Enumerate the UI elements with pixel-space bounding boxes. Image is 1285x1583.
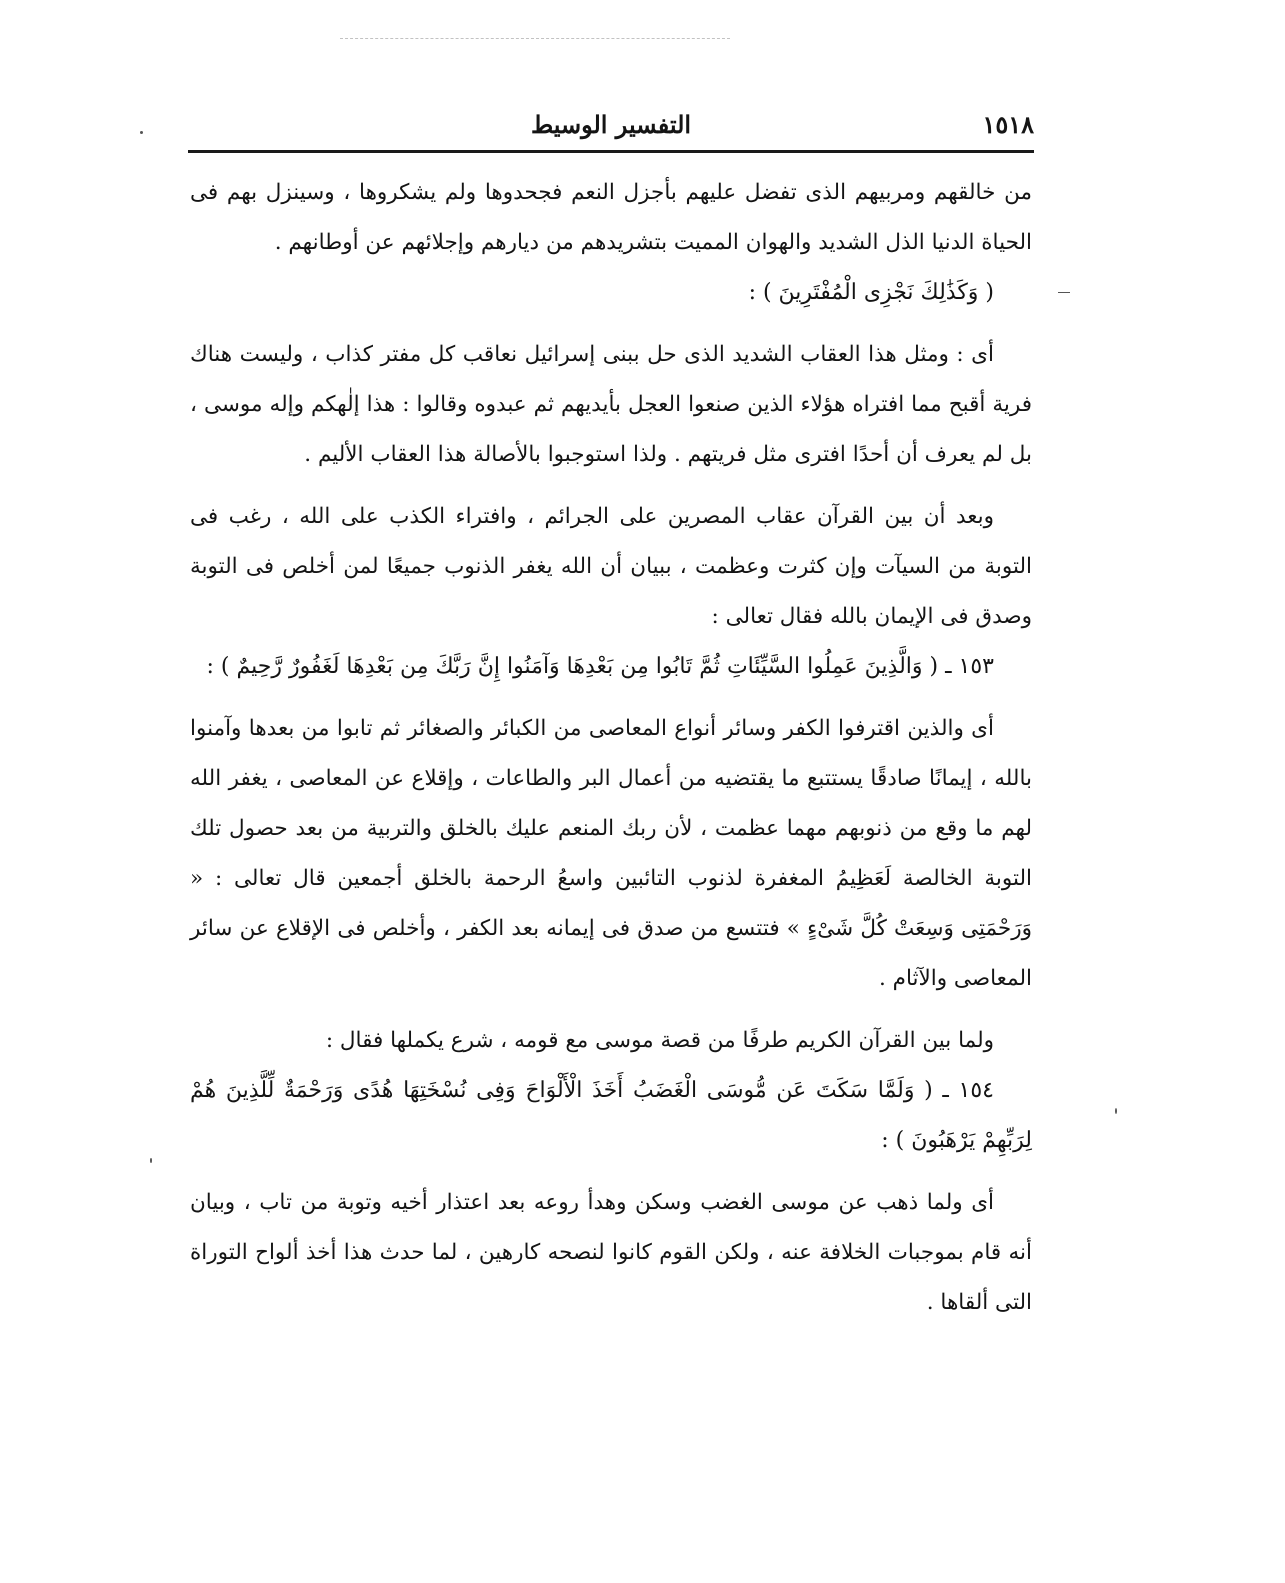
top-dashed-rule <box>340 38 730 39</box>
paragraph-continuation: من خالقهم ومربيهم الذى تفضل عليهم بأجزل النعم فجحدوها ولم يشكروها ، وسينزل بهم فى الحياة الدنيا الذل الشديد والهوان المميت بتشريدهم من ديارهم وإجلائهم عن أوطانهم . <box>190 180 1032 255</box>
scan-mark <box>1058 292 1070 293</box>
scan-speck <box>1115 1108 1117 1114</box>
commentary-paragraph: أى : ومثل هذا العقاب الشديد الذى حل ببنى إسرائيل نعاقب كل مفتر كذاب ، وليست هناك فرية أقبح مما افتراه هؤلاء الذين صنعوا العجل بأيديهم ثم عبدوه وقالوا : هذا إلٰهكم وإله موسى ، بل لم يعرف أن أحدًا افترى مثل فريتهم . ولذا استوجبوا بالأصالة هذا العقاب الأليم . <box>190 342 1032 467</box>
page-number: ١٥١٨ <box>982 110 1034 139</box>
page-header <box>188 110 1034 150</box>
scan-speck <box>150 1158 152 1163</box>
commentary-paragraph: أى ولما ذهب عن موسى الغضب وسكن وهدأ روعه بعد اعتذار أخيه وتوبة من تاب ، وبيان أنه قام بموجبات الخلافة عنه ، ولكن القوم كانوا لنصحه كارهين ، لما حدث هذا أخذ ألواح التوراة التى ألقاها . <box>190 1190 1032 1315</box>
page-body <box>190 168 1032 1328</box>
scan-speck <box>140 131 143 134</box>
header-rule <box>188 150 1034 153</box>
verse-153: ١٥٣ ـ ( وَالَّذِينَ عَمِلُوا السَّيِّئَاتِ ثُمَّ تَابُوا مِن بَعْدِهَا وَآمَنُوا إِنَّ رَبَّكَ مِن بَعْدِهَا لَغَفُورٌ رَّحِيمٌ ) : <box>206 654 994 679</box>
commentary-paragraph: ولما بين القرآن الكريم طرفًا من قصة موسى مع قومه ، شرع يكملها فقال : <box>325 1028 994 1053</box>
quran-quote: ( وَكَذَٰلِكَ نَجْزِى الْمُفْتَرِينَ ) : <box>748 280 994 305</box>
commentary-paragraph: أى والذين اقترفوا الكفر وسائر أنواع المعاصى من الكبائر والصغائر ثم تابوا من بعدها وآمنوا بالله ، إيمانًا صادقًا يستتبع ما يقتضيه من أعمال البر والطاعات ، وإقلاع عن المعاصى ، يغفر الله لهم ما وقع من ذنوبهم مهما عظمت ، لأن ربك المنعم عليك بالخلق والتربية من بعد حصول تلك التوبة الخالصة لَعَظِيمُ المغفرة لذنوب التائبين واسعُ الرحمة بالخلق أجمعين قال تعالى : « وَرَحْمَتِى وَسِعَتْ كُلَّ شَىْءٍ » فتتسع من صدق فى إيمانه بعد الكفر ، وأخلص فى الإقلاع عن سائر المعاصى والآثام . <box>190 716 1032 991</box>
running-title: التفسير الوسيط <box>530 110 692 139</box>
commentary-paragraph: وبعد أن بين القرآن عقاب المصرين على الجرائم ، وافتراء الكذب على الله ، رغب فى التوبة من السيآت وإن كثرت وعظمت ، ببيان أن الله يغفر الذنوب جميعًا لمن أخلص فى التوبة وصدق فى الإيمان بالله فقال تعالى : <box>190 504 1032 629</box>
verse-154: ١٥٤ ـ ( وَلَمَّا سَكَتَ عَن مُّوسَى الْغَضَبُ أَخَذَ الْأَلْوَاحَ وَفِى نُسْخَتِهَا هُدًى وَرَحْمَةٌ لِّلَّذِينَ هُمْ لِرَبِّهِمْ يَرْهَبُونَ ) : <box>190 1078 1032 1153</box>
